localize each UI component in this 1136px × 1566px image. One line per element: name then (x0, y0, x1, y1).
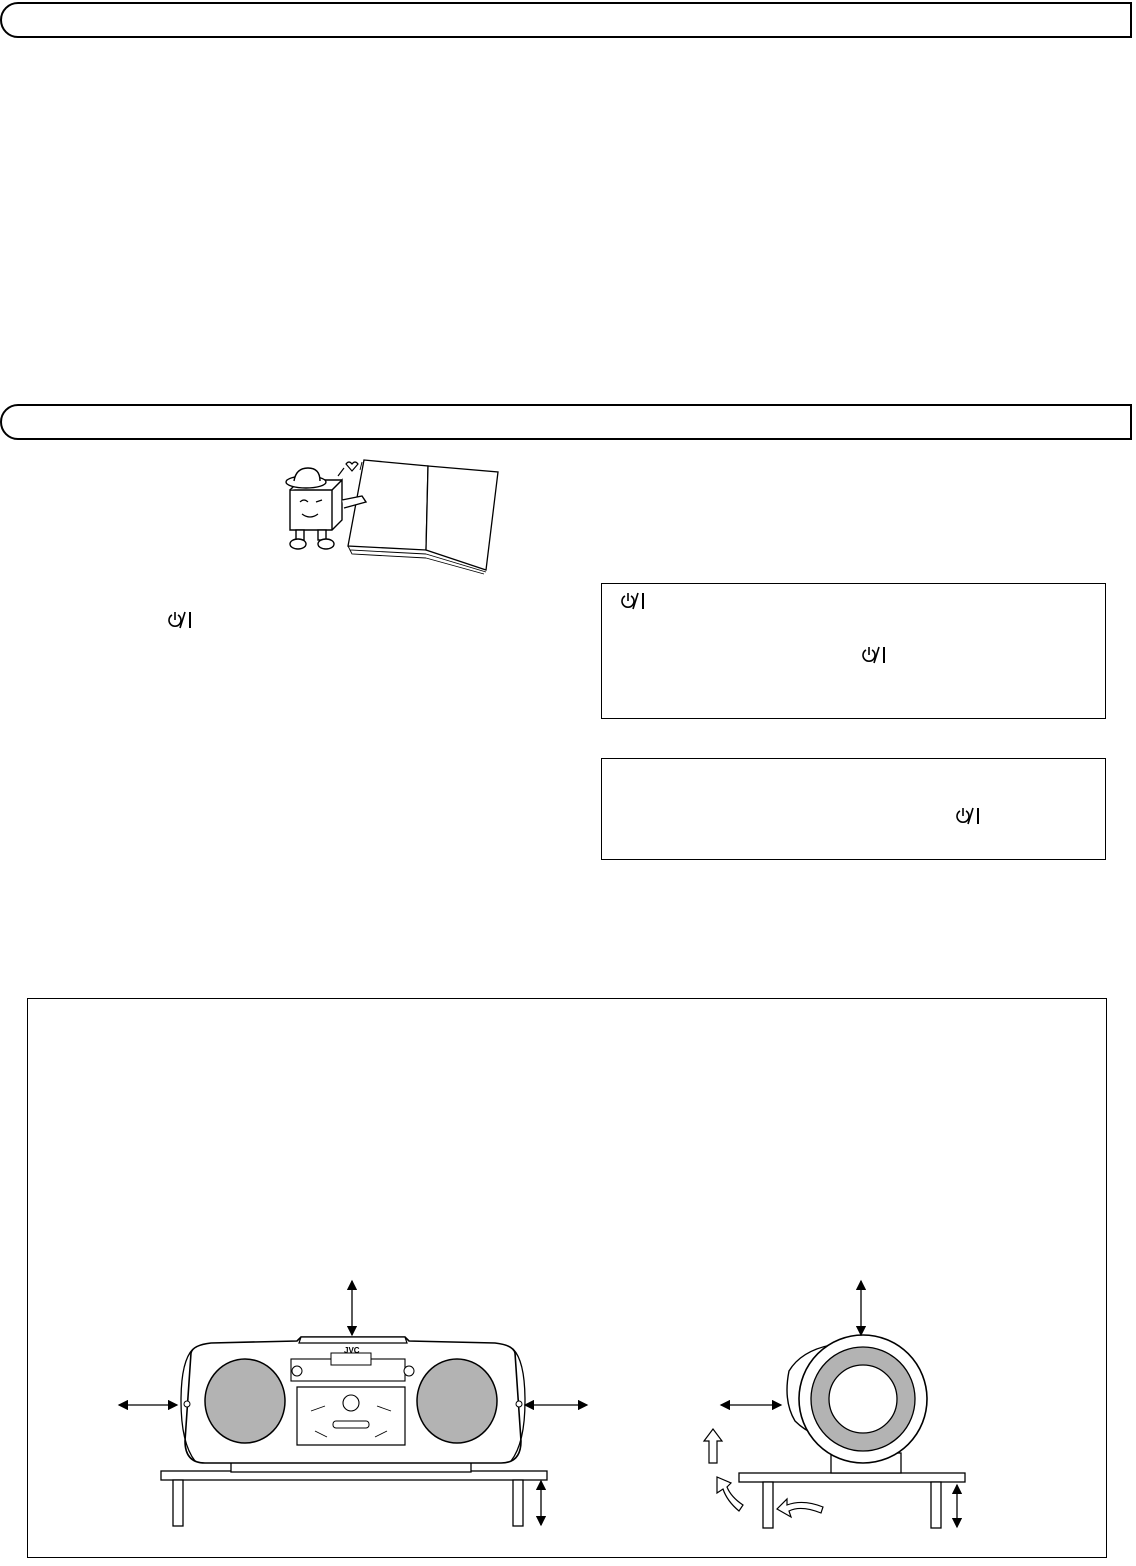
ventilation-diagram-box (27, 998, 1107, 1558)
power-standby-icon (860, 645, 888, 665)
section-header-1 (0, 2, 1132, 38)
power-standby-icon (619, 591, 647, 611)
brand-logo: JVC (344, 1346, 360, 1355)
power-standby-icon (954, 806, 982, 826)
boombox-side-view (704, 1281, 965, 1528)
mascot-reading-icon (278, 450, 503, 575)
section-header-2 (0, 404, 1132, 440)
power-standby-icon (166, 610, 194, 630)
boombox-front-view (119, 1281, 587, 1526)
note-box-1 (601, 583, 1106, 719)
note-box-2 (601, 758, 1106, 860)
